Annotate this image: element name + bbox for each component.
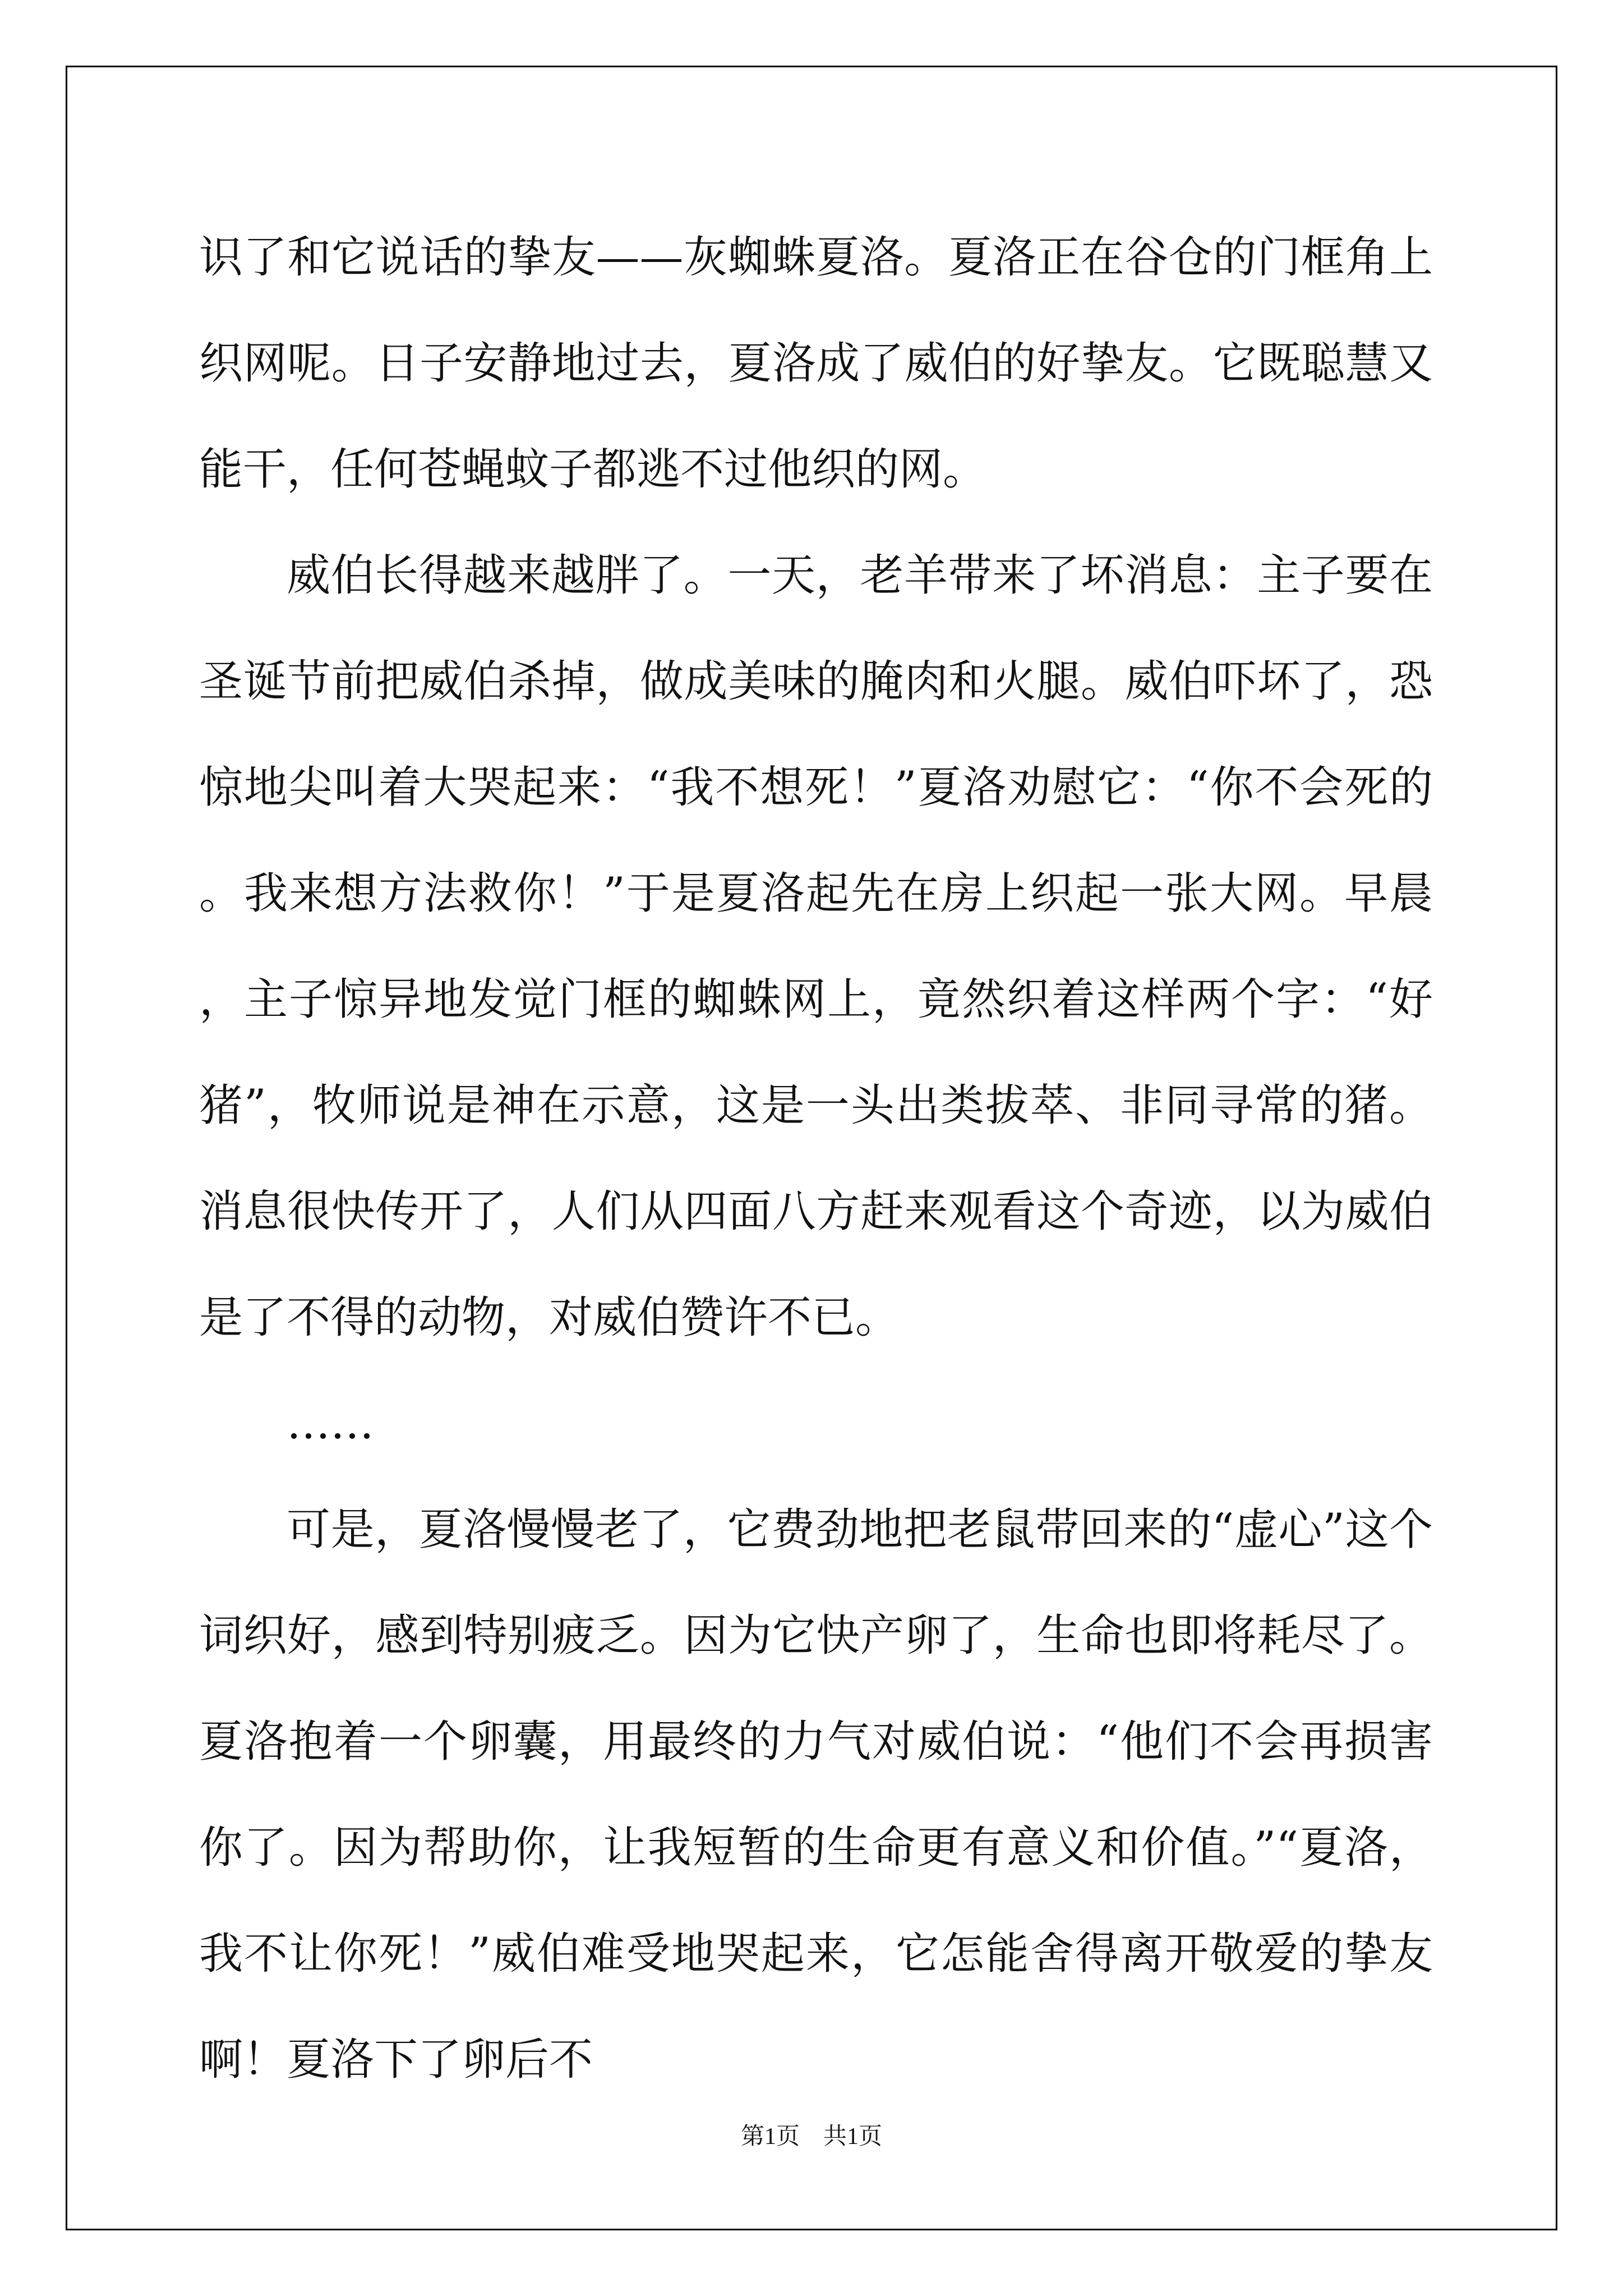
paragraph: 威伯长得越来越胖了。一天，老羊带来了坏消息：主子要在圣诞节前把威伯杀掉，做成美味的腌肉和火腿。威伯吓坏了，恐惊地尖叫着大哭起来：“我不想死！”夏洛劝慰它：“你不会死的。我来想方法救你！”于是夏洛起先在房上织起一张大网。早晨，主子惊异地发觉门框的蜘蛛网上，竟然织着这样两个字：“好猪”，牧师说是神在示意，这是一头出类拔萃、非同寻常的猪。消息很快传开了，人们从四面八方赶来观看这个奇迹，以为威伯是了不得的动物，对威伯赞许不已。: [199, 550, 1433, 1343]
paragraph-ellipsis: ……: [287, 1398, 374, 1449]
paragraph: 识了和它说话的挚友——灰蜘蛛夏洛。夏洛正在谷仓的门框角上织网呢。日子安静地过去，夏洛成了威伯的好挚友。它既聪慧又能干，任何苍蝇蚊子都逃不过他织的网。: [199, 232, 1433, 495]
document-body: [199, 205, 1433, 2113]
paragraph: 可是，夏洛慢慢老了，它费劲地把老鼠带回来的“虚心”这个词织好，感到特别疲乏。因为它快产卵了，生命也即将耗尽了。夏洛抱着一个卵囊，用最终的力气对威伯说：“他们不会再损害你了。因为帮助你，让我短暂的生命更有意义和价值。”“夏洛，我不让你死！”威伯难受地哭起来，它怎能舍得离开敬爱的挚友啊！夏洛下了卵后不: [199, 1504, 1433, 2085]
page-footer: 第1页 共1页: [740, 2124, 882, 2150]
